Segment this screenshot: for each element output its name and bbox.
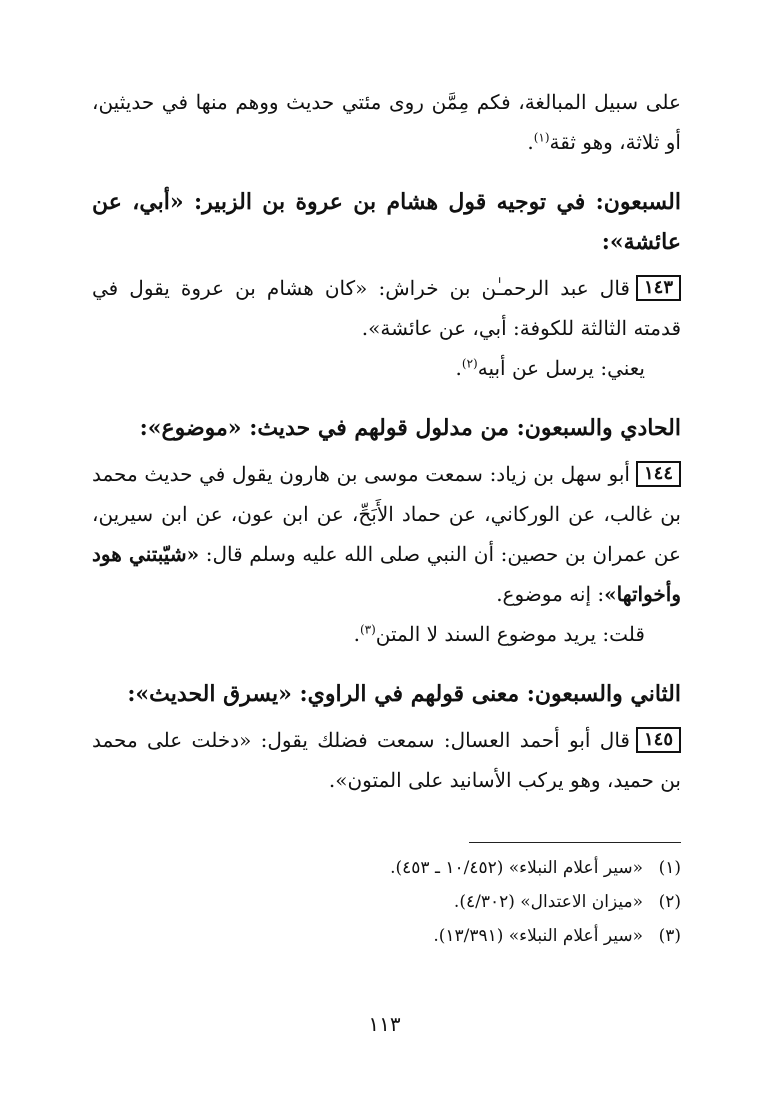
entry-145: ١٤٥قال أبو أحمد العسال: سمعت فضلك يقول: «دخلت على محمد بن حميد، وهو يركب الأسانيد على المتون». bbox=[92, 728, 681, 792]
footnote-ref: (١) bbox=[533, 130, 550, 145]
entry-number-box: ١٤٣ bbox=[636, 275, 681, 301]
entry-number-box: ١٤٥ bbox=[636, 727, 681, 753]
paragraph-143-comment: يعني: يرسل عن أبيه$^{(٢)}$. bbox=[455, 356, 645, 380]
footnote-item: (٣)«سير أعلام النبلاء» (١٣/٣٩١). bbox=[433, 926, 681, 946]
section-heading-70: السبعون: في توجيه قول هشام بن عروة بن الزبير: «أبي، عن عائشة»: bbox=[92, 189, 681, 255]
page-number: ١١٣ bbox=[368, 1012, 401, 1036]
entry-number-box: ١٤٤ bbox=[636, 461, 681, 487]
paragraph-intro: على سبيل المبالغة، فكم مِمَّن روى مئتي حديث ووهم منها في حديثين، أو ثلاثة، وهو ثقة$^{(١)}$. bbox=[92, 90, 681, 154]
footnote-ref: (٢) bbox=[461, 356, 478, 371]
footnote-item: (١)«سير أعلام النبلاء» (١٠/٤٥٢ ـ ٤٥٣). bbox=[390, 858, 681, 878]
section-heading-72: الثاني والسبعون: معنى قولهم في الراوي: «يسرق الحديث»: bbox=[127, 681, 681, 707]
footnote-ref: (٣) bbox=[359, 622, 376, 637]
hadith-quote: «شيّبتني هود وأخواتها» bbox=[92, 542, 681, 606]
footnotes bbox=[92, 851, 681, 953]
footnote-divider bbox=[469, 842, 681, 843]
entry-143: ١٤٣قال عبد الرحمـٰن بن خراش: «كان هشام بن عروة يقول في قدمته الثالثة للكوفة: أبي، عن عائشة». bbox=[92, 276, 681, 340]
entry-144: ١٤٤أبو سهل بن زياد: سمعت موسى بن هارون يقول في حديث محمد بن غالب، عن الوركاني، عن حماد الأَبَحِّ، عن ابن عون، عن ابن سيرين، عن عمران بن حصين: أن النبي صلى الله عليه وسلم قال: «شيّبتني هود وأخواتها»: إنه موضوع. bbox=[92, 462, 681, 606]
footnote-item: (٢)«ميزان الاعتدال» (٤/٣٠٢). bbox=[453, 892, 681, 912]
paragraph-144-comment: قلت: يريد موضوع السند لا المتن$^{(٣)}$. bbox=[353, 622, 645, 646]
section-heading-71: الحادي والسبعون: من مدلول قولهم في حديث: «موضوع»: bbox=[139, 415, 681, 441]
